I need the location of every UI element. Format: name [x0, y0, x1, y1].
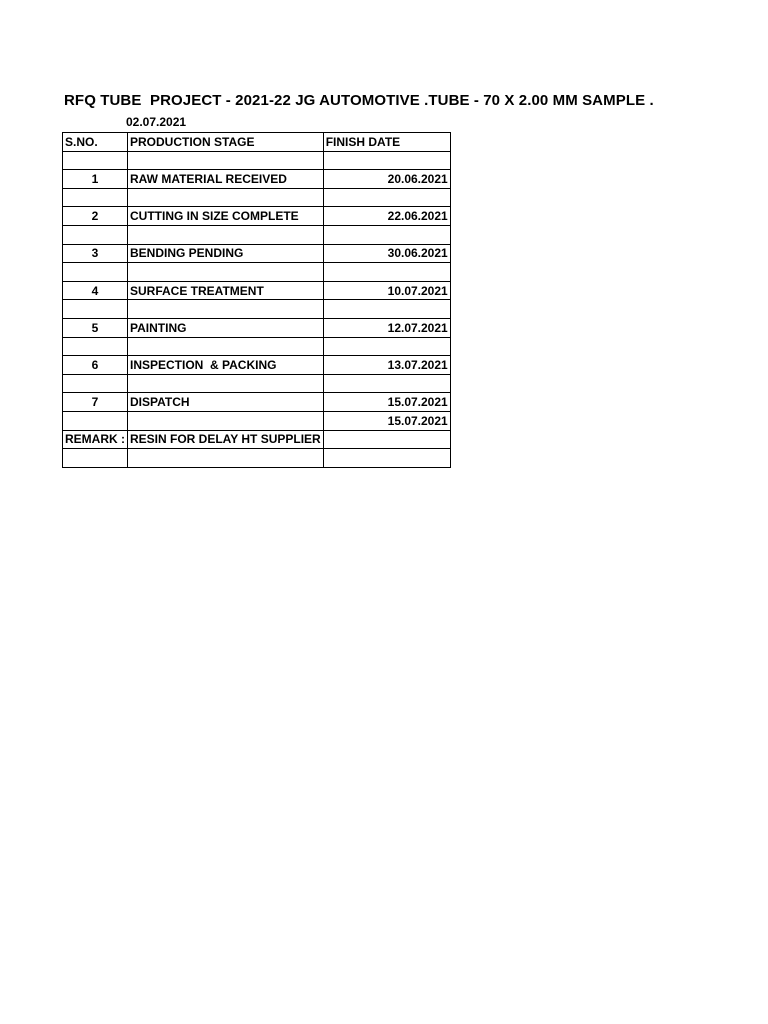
cell-production-stage	[128, 225, 324, 244]
table-row	[63, 337, 451, 356]
production-status-table	[62, 132, 451, 468]
cell-sno: 6	[63, 356, 128, 375]
cell-sno: 3	[63, 244, 128, 263]
cell-production-stage	[128, 411, 324, 430]
cell-production-stage	[128, 449, 324, 468]
cell-production-stage	[128, 300, 324, 319]
table-row	[63, 318, 451, 337]
cell-sno	[63, 188, 128, 207]
table-row	[63, 207, 451, 226]
cell-finish-date: 13.07.2021	[323, 356, 450, 375]
report-date: 02.07.2021	[126, 115, 187, 129]
header-sno: S.NO.	[63, 133, 128, 152]
cell-production-stage	[128, 337, 324, 356]
cell-finish-date: 30.06.2021	[323, 244, 450, 263]
cell-finish-date	[323, 151, 450, 170]
cell-finish-date: 15.07.2021	[323, 393, 450, 412]
cell-sno	[63, 337, 128, 356]
cell-production-stage: INSPECTION & PACKING	[128, 356, 324, 375]
cell-production-stage	[128, 374, 324, 393]
table-row	[63, 263, 451, 282]
cell-production-stage: RAW MATERIAL RECEIVED	[128, 170, 324, 189]
cell-sno: 4	[63, 281, 128, 300]
table-row	[63, 300, 451, 319]
cell-sno	[63, 449, 128, 468]
cell-finish-date: 12.07.2021	[323, 318, 450, 337]
cell-finish-date: 22.06.2021	[323, 207, 450, 226]
cell-sno: 7	[63, 393, 128, 412]
cell-production-stage: SURFACE TREATMENT	[128, 281, 324, 300]
header-row	[63, 133, 451, 152]
header-production-stage: PRODUCTION STAGE	[128, 133, 324, 152]
table-row	[63, 430, 451, 449]
cell-finish-date	[323, 188, 450, 207]
cell-production-stage	[128, 263, 324, 282]
table-row	[63, 411, 451, 430]
cell-sno	[63, 374, 128, 393]
cell-sno: 2	[63, 207, 128, 226]
cell-sno: REMARK :	[63, 430, 128, 449]
cell-sno	[63, 263, 128, 282]
cell-finish-date	[323, 337, 450, 356]
table-row	[63, 374, 451, 393]
table-row	[63, 356, 451, 375]
cell-sno	[63, 411, 128, 430]
table-row	[63, 393, 451, 412]
table-row	[63, 188, 451, 207]
cell-production-stage	[128, 151, 324, 170]
cell-production-stage	[128, 188, 324, 207]
cell-production-stage: DISPATCH	[128, 393, 324, 412]
cell-finish-date	[323, 449, 450, 468]
cell-production-stage: RESIN FOR DELAY HT SUPPLIER	[128, 430, 324, 449]
cell-sno	[63, 300, 128, 319]
table-row	[63, 170, 451, 189]
header-finish-date: FINISH DATE	[323, 133, 450, 152]
cell-finish-date: 10.07.2021	[323, 281, 450, 300]
cell-production-stage: PAINTING	[128, 318, 324, 337]
cell-sno: 5	[63, 318, 128, 337]
document-title: RFQ TUBE PROJECT - 2021-22 JG AUTOMOTIVE .TUBE - 70 X 2.00 MM SAMPLE .	[64, 92, 654, 109]
cell-production-stage: BENDING PENDING	[128, 244, 324, 263]
cell-finish-date: 20.06.2021	[323, 170, 450, 189]
cell-finish-date	[323, 263, 450, 282]
cell-finish-date: 15.07.2021	[323, 411, 450, 430]
cell-production-stage: CUTTING IN SIZE COMPLETE	[128, 207, 324, 226]
cell-finish-date	[323, 374, 450, 393]
cell-finish-date	[323, 225, 450, 244]
cell-sno	[63, 151, 128, 170]
table-row	[63, 244, 451, 263]
cell-finish-date	[323, 430, 450, 449]
table-row	[63, 151, 451, 170]
cell-finish-date	[323, 300, 450, 319]
table-row	[63, 281, 451, 300]
cell-sno	[63, 225, 128, 244]
cell-sno: 1	[63, 170, 128, 189]
table-row	[63, 225, 451, 244]
table-row	[63, 449, 451, 468]
